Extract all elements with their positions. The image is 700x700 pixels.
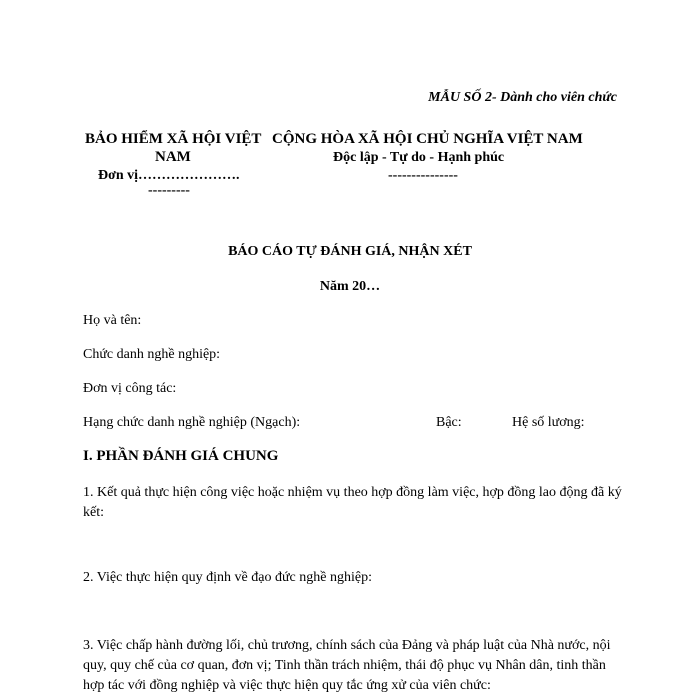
- agency-name-line1: BẢO HIỂM XÃ HỘI VIỆT: [85, 131, 262, 147]
- nation-title: CỘNG HÒA XÃ HỘI CHỦ NGHĨA VIỆT NAM: [272, 131, 583, 147]
- field-name-label: Họ và tên:: [83, 313, 142, 328]
- section1-item3: 3. Việc chấp hành đường lối, chủ trương, chính sách của Đảng và pháp luật của Nhà nước, nội quy, quy chế của cơ quan, đơn vị; Tinh thần trách nhiệm, thái độ phục vụ Nhân dân, tinh thần hợp tác với đồng nghiệp và việc thực hiện quy tắc ứng xử của viên chức:: [83, 638, 611, 693]
- agency-unit-label: Đơn vị………………….: [98, 168, 240, 183]
- field-work-unit-label: Đơn vị công tác:: [83, 381, 177, 396]
- field-job-title-label: Chức danh nghề nghiệp:: [83, 347, 221, 362]
- report-year: Năm 20…: [319, 279, 381, 294]
- section1-item2: 2. Việc thực hiện quy định về đạo đức nghề nghiệp:: [83, 570, 372, 585]
- field-rank-label: Hạng chức danh nghề nghiệp (Ngạch):: [83, 415, 301, 430]
- section1-item1: 1. Kết quả thực hiện công việc hoặc nhiệm vụ theo hợp đồng làm việc, hợp đồng lao động đã ký kết:: [83, 485, 622, 520]
- field-grade-label: Bậc:: [436, 415, 462, 430]
- agency-name-line2: NAM: [155, 149, 191, 165]
- nation-motto: Độc lập - Tự do - Hạnh phúc: [333, 150, 505, 165]
- report-title: BÁO CÁO TỰ ĐÁNH GIÁ, NHẬN XÉT: [228, 244, 472, 259]
- nation-separator: ---------------: [388, 168, 458, 183]
- form-label: MẪU SỐ 2- Dành cho viên chức: [428, 90, 617, 105]
- agency-separator: ---------: [148, 183, 190, 198]
- section1-heading: I. PHẦN ĐÁNH GIÁ CHUNG: [83, 448, 279, 464]
- field-salary-coef-label: Hệ số lương:: [512, 415, 585, 430]
